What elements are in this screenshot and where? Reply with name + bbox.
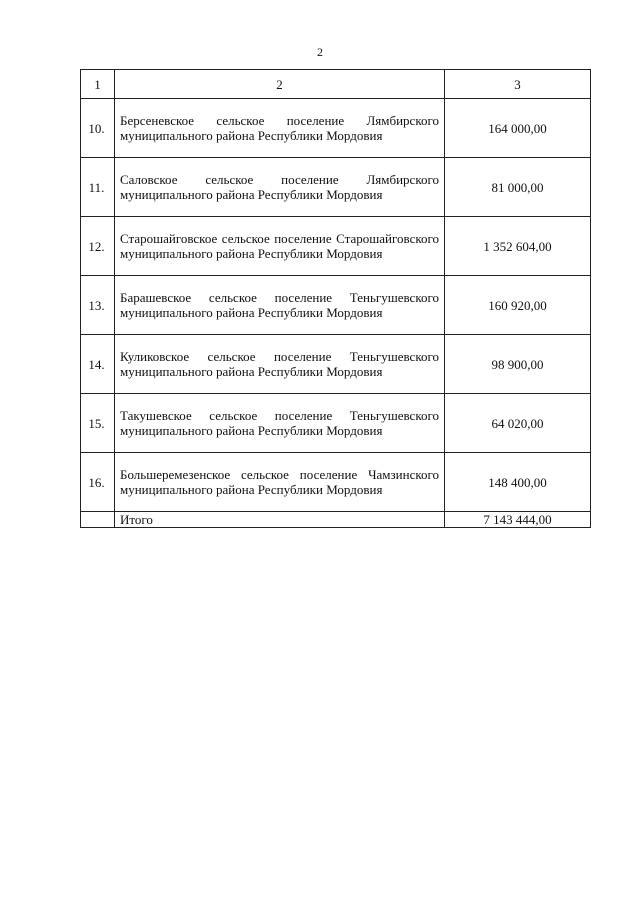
table-header-row xyxy=(81,70,591,99)
total-label: Итого xyxy=(115,512,445,528)
amount: 64 020,00 xyxy=(445,394,591,453)
column-header-3: 3 xyxy=(445,70,591,99)
total-number-cell xyxy=(81,512,115,528)
settlement-name: Такушевское сельское поселение Теньгушевского муниципального района Республики Мордовия xyxy=(115,394,445,453)
total-row xyxy=(81,512,591,528)
table-row xyxy=(81,158,591,217)
settlement-name: Берсеневское сельское поселение Лямбирского муниципального района Республики Мордовия xyxy=(115,99,445,158)
row-number: 13. xyxy=(81,276,115,335)
row-number: 16. xyxy=(81,453,115,512)
amount: 81 000,00 xyxy=(445,158,591,217)
table-row xyxy=(81,99,591,158)
amount: 148 400,00 xyxy=(445,453,591,512)
total-amount: 7 143 444,00 xyxy=(445,512,591,528)
amount: 164 000,00 xyxy=(445,99,591,158)
settlement-name: Куликовское сельское поселение Теньгушевского муниципального района Республики Мордовия xyxy=(115,335,445,394)
table-row xyxy=(81,335,591,394)
table-row xyxy=(81,217,591,276)
settlement-name: Барашевское сельское поселение Теньгушевского муниципального района Республики Мордовия xyxy=(115,276,445,335)
settlement-name: Старошайговское сельское поселение Старошайговского муниципального района Республики Мордовия xyxy=(115,217,445,276)
column-header-1: 1 xyxy=(81,70,115,99)
row-number: 11. xyxy=(81,158,115,217)
page-number: 2 xyxy=(317,45,323,59)
row-number: 12. xyxy=(81,217,115,276)
settlement-name: Большеремезенское сельское поселение Чамзинского муниципального района Республики Мордовия xyxy=(115,453,445,512)
table-row xyxy=(81,394,591,453)
row-number: 15. xyxy=(81,394,115,453)
amount: 160 920,00 xyxy=(445,276,591,335)
row-number: 14. xyxy=(81,335,115,394)
allocation-table xyxy=(80,69,591,528)
table-row xyxy=(81,453,591,512)
row-number: 10. xyxy=(81,99,115,158)
column-header-2: 2 xyxy=(115,70,445,99)
amount: 98 900,00 xyxy=(445,335,591,394)
amount: 1 352 604,00 xyxy=(445,217,591,276)
table-row xyxy=(81,276,591,335)
settlement-name: Саловское сельское поселение Лямбирского муниципального района Республики Мордовия xyxy=(115,158,445,217)
